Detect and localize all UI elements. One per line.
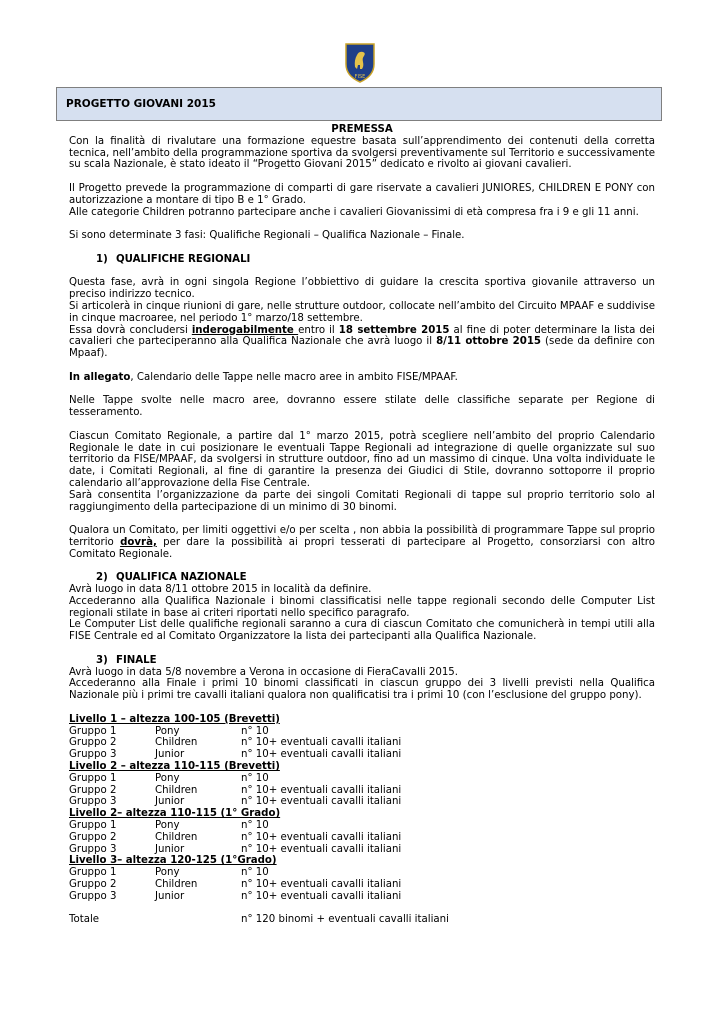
section-paragraph: In allegato, Calendario delle Tappe nelle macro aree in ambito FISE/MPAAF. (69, 371, 458, 383)
table-row: Gruppo 2 Children n° 10+ eventuali cavalli italiani (69, 831, 402, 843)
level-title: Livello 2 – altezza 110-115 (Brevetti) (69, 761, 280, 773)
table-row: Gruppo 1 Pony n° 10 (69, 725, 269, 737)
section-paragraph: Ciascun Comitato Regionale, a partire dal 1° marzo 2015, potrà scegliere nell’ambito del proprio Calendario Regionale le date in cui posizionare le eventuali Tappe Regionali ad integrazione di quelle organizzate sul suo territorio da FISE/MPAAF, da svolgersi in strutture outdoor, fino ad un massimo di cinque. Una volta individuate le date, i Comitati Regionali, al fine di garantire la presenza dei Giudici di Stile, dovranno sottoporre il proprio calendario all’approvazione della Fise Centrale. (69, 430, 655, 489)
section-paragraph: Si articolerà in cinque riunioni di gare, nelle strutture outdoor, collocate nell’ambito del Circuito MPAAF e suddivise in cinque macroaree, nel periodo 1° marzo/18 settembre. (69, 300, 655, 324)
svg-text:FISE: FISE (354, 74, 366, 80)
section-paragraph: Le Computer List delle qualifiche regionali saranno a cura di ciascun Comitato che comunicherà in tempi utili alla FISE Centrale ed al Comitato Organizzatore la lista dei partecipanti alla Qualifica Nazionale. (69, 619, 655, 643)
table-row: Gruppo 2 Children n° 10+ eventuali cavalli italiani (69, 737, 402, 749)
title-banner (56, 87, 662, 121)
premessa-heading: PREMESSA (331, 124, 393, 135)
table-row: Gruppo 1 Pony n° 10 (69, 820, 269, 832)
premessa-paragraph: Con la finalità di rivalutare una formazione equestre basata sull’apprendimento dei contenuti della corretta tecnica, nell’ambito della programmazione sportiva da svolgersi preventivamente sul Territorio e successivamente su scala Nazionale, è stato ideato il “Progetto Giovani 2015” dedicato e rivolto ai giovani cavalieri. (69, 135, 655, 171)
section-paragraph: Accederanno alla Qualifica Nazionale i binomi classificatisi nelle tappe regionali secondo delle Computer List regionali stilate in base ai criteri riportati nello specifico paragrafo. (69, 595, 655, 619)
table-row: Gruppo 3 Junior n° 10+ eventuali cavalli italiani (69, 749, 402, 761)
section-paragraph: Questa fase, avrà in ogni singola Regione l’obbiettivo di guidare la crescita sportiva giovanile attraverso un preciso indirizzo tecnico. (69, 277, 655, 301)
table-row: Gruppo 3 Junior n° 10+ eventuali cavalli italiani (69, 796, 402, 808)
document-body (69, 124, 655, 926)
section-paragraph: Sarà consentita l’organizzazione da parte dei singoli Comitati Regionali di tappe sul proprio territorio solo al raggiungimento della partecipazione di un minimo di 30 binomi. (69, 489, 655, 513)
section-heading-qualifiche-regionali: 1) QUALIFICHE REGIONALI (96, 253, 251, 265)
table-row: Gruppo 1 Pony n° 10 (69, 772, 269, 784)
premessa-paragraph: Alle categorie Children potranno partecipare anche i cavalieri Giovanissimi di età compresa fra i 9 e gli 11 anni. (69, 206, 639, 218)
section-paragraph: Accederanno alla Finale i primi 10 binomi classificati in ciascun gruppo dei 3 livelli previsti nella Qualifica Nazionale più i primi tre cavalli italiani qualora non qualificatisi tra i primi 10 (con l’esclusione del gruppo pony). (69, 678, 655, 702)
section-paragraph: Nelle Tappe svolte nelle macro aree, dovranno essere stilate delle classifiche separate per Regione di tesseramento. (69, 395, 655, 419)
level-title: Livello 3– altezza 120-125 (1°Grado) (69, 855, 277, 867)
premessa-paragraph: Si sono determinate 3 fasi: Qualifiche Regionali – Qualifica Nazionale – Finale. (69, 230, 465, 242)
section-paragraph: Essa dovrà concludersi inderogabilmente entro il 18 settembre 2015 al fine di poter determinare la lista dei cavalieri che parteciperanno alla Qualifica Nazionale che avrà luogo il 8/11 ottobre 2015 (sede da definire con Mpaaf). (69, 324, 655, 360)
total-row: Totale n° 120 binomi + eventuali cavalli italiani (69, 914, 449, 926)
table-row: Gruppo 3 Junior n° 10+ eventuali cavalli italiani (69, 843, 402, 855)
section-paragraph: Avrà luogo in data 5/8 novembre a Verona in occasione di FieraCavalli 2015. (69, 666, 459, 678)
section-paragraph: Avrà luogo in data 8/11 ottobre 2015 in località da definire. (69, 584, 372, 596)
table-row: Gruppo 2 Children n° 10+ eventuali cavalli italiani (69, 784, 402, 796)
section-paragraph: Qualora un Comitato, per limiti oggettivi e/o per scelta , non abbia la possibilità di programmare Tappe sul proprio territorio dovrà, per dare la possibilità ai propri tesserati di partecipare al Progetto, consorziarsi con altro Comitato Regionale. (69, 525, 655, 560)
table-row: Gruppo 1 Pony n° 10 (69, 867, 269, 879)
section-heading-finale: 3) FINALE (96, 654, 157, 666)
levels-table (69, 714, 655, 926)
table-row: Gruppo 2 Children n° 10+ eventuali cavalli italiani (69, 879, 402, 890)
document-title: PROGETTO GIOVANI 2015 (66, 98, 216, 110)
fise-logo-icon (342, 40, 378, 84)
level-title: Livello 1 – altezza 100-105 (Brevetti) (69, 713, 280, 725)
level-title: Livello 2– altezza 110-115 (1° Grado) (69, 808, 281, 820)
premessa-paragraph: Il Progetto prevede la programmazione di comparti di gare riservate a cavalieri JUNIORES, CHILDREN E PONY con autorizzazione a montare di tipo B e 1° Grado. (69, 182, 655, 206)
table-row: Gruppo 3 Junior n° 10+ eventuali cavalli italiani (69, 890, 402, 902)
section-heading-qualifica-nazionale: 2) QUALIFICA NAZIONALE (96, 572, 247, 584)
